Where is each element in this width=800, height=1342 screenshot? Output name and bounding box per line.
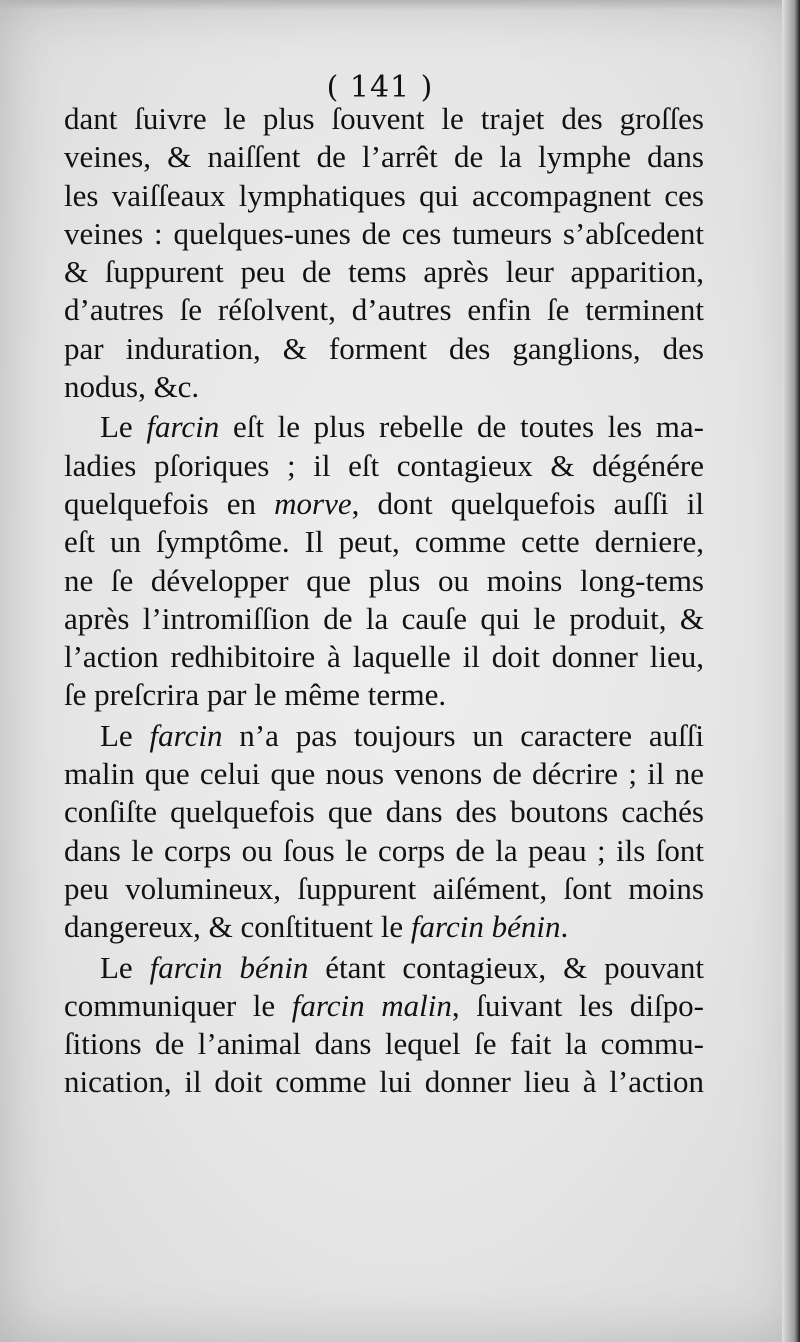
text-line: l’action redhibitoire à laquelle il doit donner lieu,	[64, 639, 704, 675]
italic-term: farcin bénin	[149, 949, 309, 985]
italic-term: farcin	[149, 717, 223, 753]
text-line: après l’intromiſſion de la cauſe qui le produit, &	[64, 600, 704, 636]
paragraph-3	[64, 717, 704, 947]
page-number: ( 141 )	[326, 70, 434, 105]
page-right-edge-shadow	[782, 0, 800, 1342]
paragraph-2	[64, 408, 704, 714]
text-line: conſiſte quelquefois que dans des boutons cachés	[64, 794, 704, 830]
text-line: d’autres ſe réſolvent, d’autres enfin ſe terminent	[64, 292, 704, 328]
paragraph-4	[64, 949, 704, 1102]
text-line: eſt un ſymptôme. Il peut, comme cette derniere,	[64, 524, 704, 560]
text-line: veines, & naiſſent de l’arrêt de la lymphe dans	[64, 139, 704, 175]
body-text	[64, 100, 704, 1102]
text-line: nication, il doit comme lui donner lieu à l’action	[64, 1064, 704, 1100]
text-line: ladies pſoriques ; il eſt contagieux & dégénére	[64, 447, 704, 483]
text-line: nodus, &c.	[64, 369, 200, 405]
text-line: ne ſe développer que plus ou moins long-tems	[64, 562, 704, 598]
text-line: les vaiſſeaux lymphatiques qui accompagnent ces	[64, 177, 704, 213]
text-line: Le farcin eſt le plus rebelle de toutes les ma-	[100, 409, 704, 445]
text-line: par induration, & forment des ganglions, des	[64, 330, 704, 366]
text-line: peu volumineux, ſuppurent aiſément, ſont moins	[64, 870, 704, 906]
page-top-edge-shadow	[0, 0, 800, 10]
text-line: veines : quelques-unes de ces tumeurs s’abſcedent	[64, 215, 704, 251]
text-line: ſe preſcrira par le même terme.	[64, 677, 447, 713]
text-line: quelquefois en morve, dont quelquefois auſſi il	[64, 485, 704, 521]
text-line: malin que celui que nous venons de décrire ; il ne	[64, 756, 704, 792]
paragraph-1	[64, 100, 704, 406]
text-line: Le farcin bénin étant contagieux, & pouvant	[100, 949, 704, 985]
italic-term: farcin	[146, 409, 220, 445]
italic-term: farcin bénin	[410, 909, 561, 945]
text-line: communiquer le farcin malin, ſuivant les diſpo-	[64, 987, 704, 1023]
text-line: ſitions de l’animal dans lequel ſe fait la commu-	[64, 1026, 704, 1062]
text-line: dant ſuivre le plus ſouvent le trajet des groſſes	[64, 101, 704, 136]
text-line: & ſuppurent peu de tems après leur apparition,	[64, 254, 704, 290]
italic-term: morve	[274, 485, 352, 521]
text-line: Le farcin n’a pas toujours un caractere auſſi	[100, 717, 704, 753]
italic-term: farcin malin	[291, 987, 452, 1023]
text-line: dans le corps ou ſous le corps de la peau ; ils ſont	[64, 832, 704, 868]
text-line: dangereux, & conſtituent le farcin bénin.	[64, 909, 569, 945]
